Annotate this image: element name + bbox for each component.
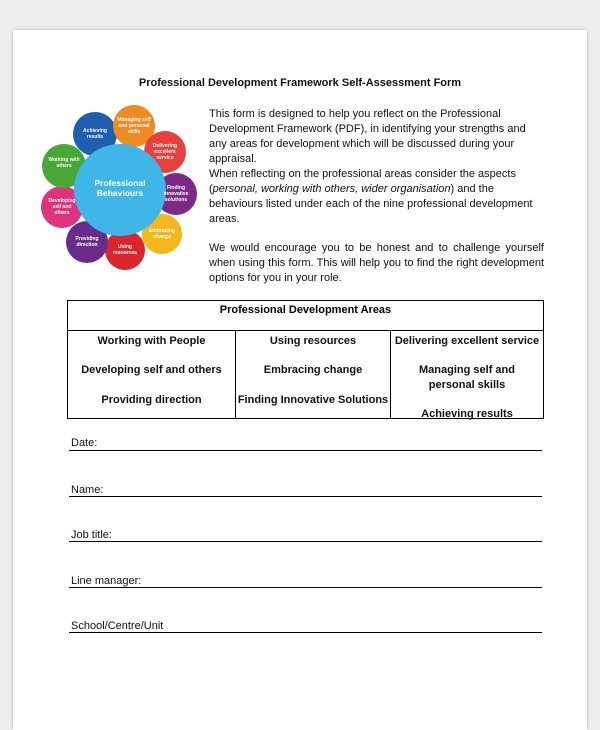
- petal-label: Finding innovative solutions: [163, 185, 189, 203]
- petal-label: Providing direction: [75, 236, 99, 248]
- intro-paragraph-3: [209, 241, 544, 286]
- table-cell: Achieving results: [421, 408, 513, 420]
- table-cell: Working with People: [97, 335, 206, 347]
- table-cell: Managing self and personal skills: [419, 364, 515, 391]
- intro-text-3: We would encourage you to be honest and to challenge yourself when using this form. This will help you to find the right development options for you in your role.: [209, 242, 544, 284]
- job-title-label: Job title:: [71, 529, 112, 541]
- school-centre-unit-input-line[interactable]: [69, 632, 542, 633]
- intro-paragraph-1: [209, 107, 544, 167]
- petal-label: Delivering excellent service: [152, 143, 178, 161]
- table-cell: Delivering excellent service: [394, 335, 540, 347]
- intro-text-2-end: ) and the behaviours listed under each of the nine professional development areas.: [209, 183, 533, 225]
- intro-text-2-start: When reflecting on the professional areas consider the aspects (: [209, 168, 516, 195]
- intro-text-2: [209, 167, 544, 227]
- document-title: Professional Development Framework Self-Assessment Form: [138, 77, 462, 89]
- petal-label: Managing self and personal skills: [117, 117, 151, 135]
- school-centre-unit-label: School/Centre/Unit: [71, 620, 164, 632]
- intro-text-1: This form is designed to help you reflect on the Professional Development Framework (PDF), in identifying your strengths and any areas for development which will be discussed during your appraisal.: [209, 108, 526, 165]
- diagram-center-label: Professional Behaviours: [94, 178, 146, 198]
- intro-paragraph-2: [209, 167, 544, 227]
- table-heading: Professional Development Areas: [68, 301, 543, 331]
- table-cell: Providing direction: [101, 394, 202, 406]
- petal-label: Developing self and others: [48, 198, 76, 216]
- line-manager-input-line[interactable]: [69, 587, 542, 588]
- professional-behaviours-diagram: [38, 100, 198, 270]
- petal-label: Working with others: [48, 157, 80, 169]
- petal-label: Embracing change: [149, 228, 175, 240]
- line-manager-label: Line manager:: [71, 575, 142, 587]
- table-cell: Embracing change: [263, 364, 363, 376]
- intro-text-2-italic: personal, working with others, wider organisation: [212, 183, 451, 195]
- table-column: [68, 331, 236, 419]
- table-cell: Developing self and others: [81, 364, 222, 376]
- name-input-line[interactable]: [69, 496, 542, 497]
- date-label: Date:: [71, 437, 98, 449]
- job-title-input-line[interactable]: [69, 541, 542, 542]
- table-column: [391, 331, 543, 419]
- name-label: Name:: [71, 484, 104, 496]
- table-column: [236, 331, 391, 419]
- development-areas-table: [67, 300, 544, 419]
- date-input-line[interactable]: [69, 450, 542, 451]
- table-cell: Using resources: [269, 335, 357, 347]
- petal-label: Using resources: [113, 244, 137, 256]
- table-cell: Finding Innovative Solutions: [237, 394, 389, 406]
- petal-label: Achieving results: [83, 128, 107, 140]
